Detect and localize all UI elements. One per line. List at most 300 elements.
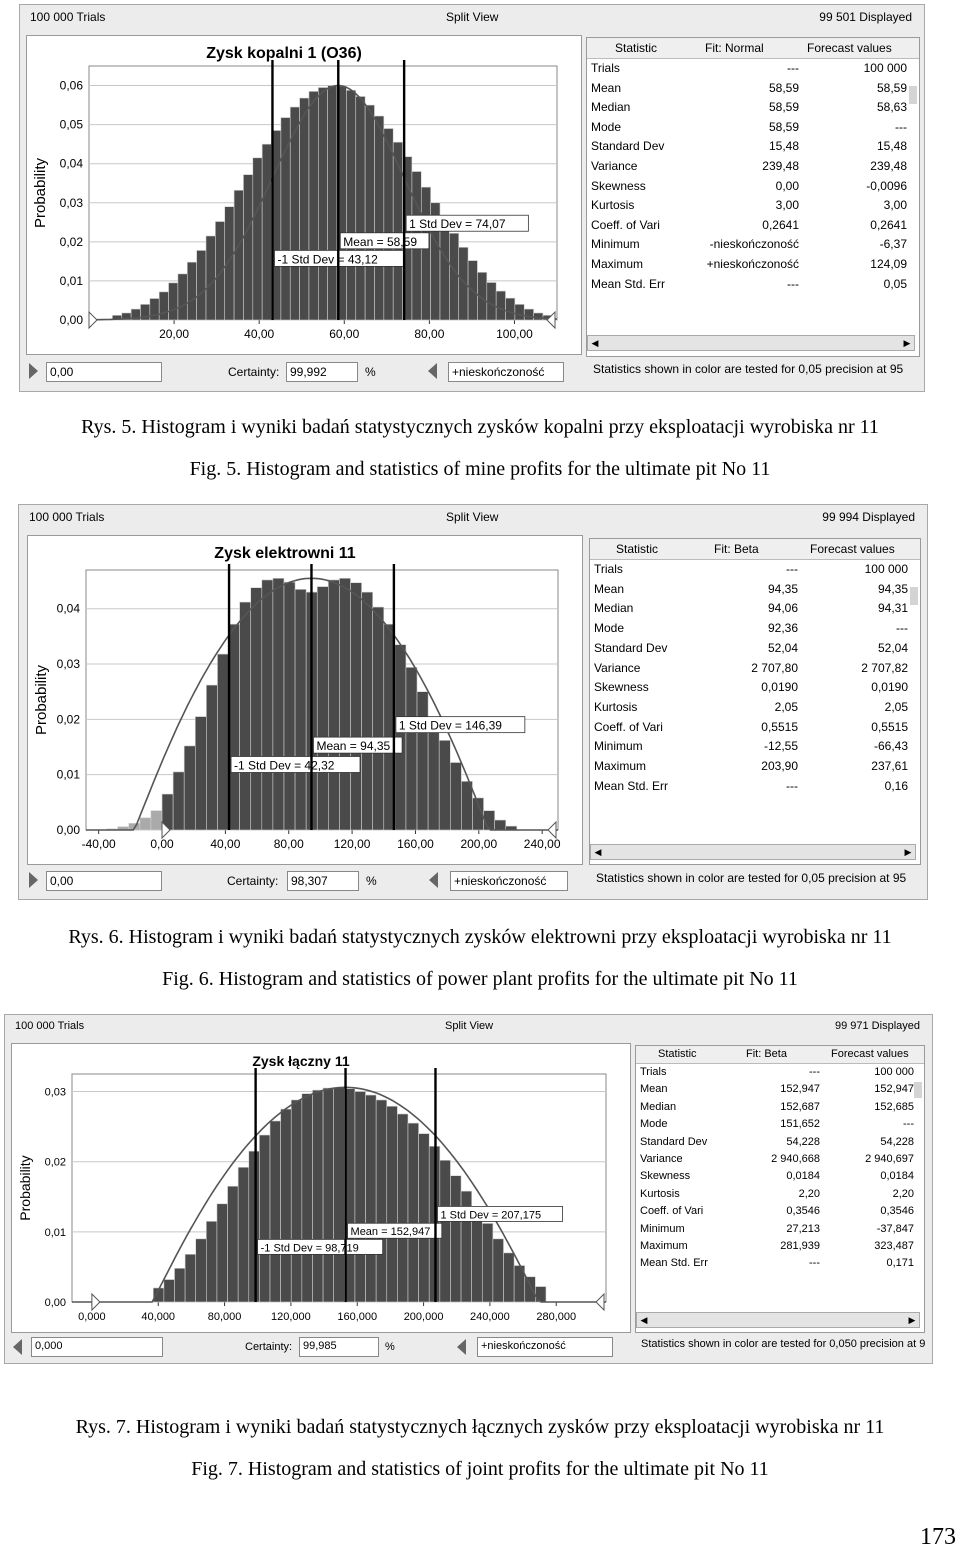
view-mode[interactable]: Split View xyxy=(445,1020,494,1032)
forecast-value: --- xyxy=(896,621,908,636)
col-forecast[interactable]: Forecast values xyxy=(831,1048,909,1060)
stat-name: Skewness xyxy=(594,680,649,695)
table-row xyxy=(587,119,919,139)
right-grabber-icon[interactable] xyxy=(428,363,437,379)
x-tick-label: 100,00 xyxy=(496,327,533,341)
forecast-value: --- xyxy=(903,1118,914,1131)
certainty-input[interactable]: 98,307 xyxy=(287,871,359,891)
col-statistic[interactable]: Statistic xyxy=(616,542,659,556)
x-tick-label: 120,000 xyxy=(271,1311,311,1323)
x-tick-label: 240,00 xyxy=(523,837,561,851)
fit-value: 152,687 xyxy=(780,1100,820,1113)
histogram-bar xyxy=(524,309,533,320)
histogram-bar xyxy=(249,1151,260,1302)
fit-value: 27,213 xyxy=(786,1222,820,1235)
histogram-bar xyxy=(387,1106,398,1302)
right-bound-input[interactable]: +nieskończoność xyxy=(477,1337,613,1357)
forecast-value: 94,35 xyxy=(877,581,908,596)
x-tick-label: 120,00 xyxy=(333,837,371,851)
fit-value: --- xyxy=(809,1257,820,1270)
histogram-bar xyxy=(439,740,450,830)
histogram-bar xyxy=(206,1221,217,1302)
table-row xyxy=(590,699,920,719)
histogram-bar xyxy=(300,98,309,320)
left-grabber-icon[interactable] xyxy=(29,363,38,379)
table-row xyxy=(636,1100,924,1117)
histogram-bar xyxy=(384,129,393,320)
table-row xyxy=(636,1204,924,1221)
marker-label: -1 Std Dev = 98,719 xyxy=(260,1242,359,1255)
forecast-value: 0,2641 xyxy=(870,217,907,232)
histogram-bar xyxy=(440,218,449,320)
fit-value: 58,59 xyxy=(768,80,799,95)
histogram-bar xyxy=(376,1100,387,1302)
forecast-value: 152,685 xyxy=(874,1100,914,1113)
forecast-value: 2 707,82 xyxy=(861,660,908,675)
table-row xyxy=(587,158,919,178)
histogram-bar xyxy=(459,247,468,320)
x-tick-label: 80,00 xyxy=(414,327,445,341)
table-row xyxy=(590,581,920,601)
fit-value: 58,59 xyxy=(768,119,799,134)
fit-value: --- xyxy=(809,1066,820,1078)
x-tick-label: 200,00 xyxy=(460,837,498,851)
left-grabber-icon[interactable] xyxy=(13,1339,22,1355)
table-row xyxy=(590,660,920,680)
scroll-left-icon[interactable]: ◀ xyxy=(591,338,599,348)
panel-titlebar xyxy=(20,5,924,29)
histogram-bar xyxy=(206,236,215,320)
table-row xyxy=(636,1187,924,1204)
forecast-value: 0,3546 xyxy=(880,1205,914,1218)
stat-name: Skewness xyxy=(640,1170,691,1183)
col-statistic[interactable]: Statistic xyxy=(658,1048,697,1060)
forecast-value: 0,171 xyxy=(886,1257,914,1270)
left-bound-input[interactable]: 0,00 xyxy=(46,871,162,891)
table-row xyxy=(590,738,920,758)
chart-title: Zysk kopalni 1 (O36) xyxy=(206,45,362,62)
col-statistic[interactable]: Statistic xyxy=(615,41,658,55)
fit-value: -nieskończoność xyxy=(709,237,799,252)
forecast-value: 2 940,697 xyxy=(865,1153,914,1165)
histogram-bar xyxy=(525,1277,536,1302)
left-grabber-icon[interactable] xyxy=(29,872,38,888)
histogram-bar xyxy=(140,818,151,830)
fit-value: 94,06 xyxy=(767,601,798,616)
histogram-bar xyxy=(187,262,196,320)
marker-label: Mean = 58,59 xyxy=(343,234,418,249)
table-row xyxy=(590,600,920,620)
forecast-value: 100 000 xyxy=(874,1066,914,1078)
stat-name: Minimum xyxy=(591,237,640,252)
caption-fig7: Fig. 7. Histogram and statistics of joint profits for the ultimate pit No 11 xyxy=(191,1458,769,1480)
forecast-value: 0,16 xyxy=(884,778,908,793)
forecast-value: 52,04 xyxy=(877,640,908,655)
histogram-bar xyxy=(328,86,337,320)
histogram-bar xyxy=(365,105,374,320)
histogram-bar xyxy=(273,578,284,830)
marker-label: -1 Std Dev = 42,32 xyxy=(234,758,335,773)
stat-name: Kurtosis xyxy=(594,699,638,714)
table-row xyxy=(590,679,920,699)
scroll-left-icon[interactable]: ◀ xyxy=(594,847,602,857)
histogram-bar xyxy=(346,90,355,320)
histogram-bar xyxy=(173,772,184,830)
col-fit[interactable]: Fit: Beta xyxy=(714,542,759,556)
scroll-right-icon[interactable]: ▶ xyxy=(908,1315,916,1325)
table-row xyxy=(590,640,920,660)
table-hscroll[interactable] xyxy=(636,1312,920,1328)
certainty-label: Certainty: xyxy=(228,365,280,379)
marker-label: 1 Std Dev = 207,175 xyxy=(440,1209,542,1222)
y-tick-label: 0,01 xyxy=(56,767,80,782)
forecast-value: 0,05 xyxy=(883,276,907,291)
histogram-bar xyxy=(417,692,428,830)
fit-value: 92,36 xyxy=(767,621,798,636)
stat-name: Mean xyxy=(640,1083,668,1096)
histogram-bar xyxy=(169,283,178,320)
caption-rys5: Rys. 5. Histogram i wyniki badań statystycznych zysków kopalni przy eksploatacji wyrobiska nr 11 xyxy=(81,416,879,438)
histogram-bar xyxy=(312,1090,323,1302)
y-tick-label: 0,00 xyxy=(56,823,80,837)
page-number: 173 xyxy=(920,1524,956,1550)
table-header xyxy=(590,539,920,560)
col-forecast[interactable]: Forecast values xyxy=(810,542,895,556)
right-bound-input[interactable]: +nieskończoność xyxy=(448,362,564,382)
statistics-table xyxy=(635,1045,925,1333)
fit-value: 94,35 xyxy=(767,581,798,596)
fit-value: 54,228 xyxy=(786,1135,820,1148)
stat-name: Mean Std. Err xyxy=(594,778,669,793)
stat-name: Coeff. of Vari xyxy=(594,719,663,734)
fit-value: 0,3546 xyxy=(786,1205,820,1218)
y-axis-label: Probability xyxy=(32,157,49,229)
table-row xyxy=(587,256,919,276)
histogram-bar xyxy=(259,1135,270,1302)
fit-value: --- xyxy=(787,61,799,75)
table-row xyxy=(587,217,919,237)
panel-titlebar xyxy=(19,505,927,529)
stat-name: Kurtosis xyxy=(640,1187,680,1200)
x-tick-label: 20,00 xyxy=(159,327,190,341)
histogram-bar xyxy=(421,187,430,320)
stat-name: Maximum xyxy=(640,1240,688,1252)
y-tick-label: 0,03 xyxy=(56,657,80,672)
fit-value: 281,939 xyxy=(780,1240,820,1252)
table-row xyxy=(587,138,919,158)
fit-value: 2 940,668 xyxy=(771,1153,820,1165)
caption-rys6: Rys. 6. Histogram i wyniki badań statystycznych zysków elektrowni przy eksploatacji wyrobiska nr 11 xyxy=(68,926,892,948)
displayed-count: 99 971 Displayed xyxy=(834,1020,920,1032)
histogram-bar xyxy=(197,250,206,320)
forecast-value: 0,5515 xyxy=(871,719,908,734)
histogram-chart xyxy=(11,1043,631,1333)
fit-value: 203,90 xyxy=(761,759,798,773)
marker-label: Mean = 152,947 xyxy=(350,1226,431,1239)
histogram-bar xyxy=(406,667,417,830)
marker-label: Mean = 94,35 xyxy=(316,739,391,754)
stat-name: Trials xyxy=(591,61,620,75)
statistics-table xyxy=(589,538,921,865)
y-tick-label: 0,02 xyxy=(56,712,80,727)
stat-name: Mean Std. Err xyxy=(591,276,666,291)
histogram-bar xyxy=(374,116,383,320)
forecast-value: 152,947 xyxy=(874,1083,914,1096)
stat-name: Median xyxy=(591,100,631,115)
table-hscroll[interactable] xyxy=(587,335,915,351)
stat-name: Mean xyxy=(594,581,625,596)
x-tick-label: 60,00 xyxy=(329,327,360,341)
fit-value: 0,0190 xyxy=(761,680,798,695)
forecast-value: 0,0190 xyxy=(871,680,908,695)
y-tick-label: 0,06 xyxy=(59,78,83,93)
table-row xyxy=(636,1082,924,1099)
stat-name: Coeff. of Vari xyxy=(640,1205,704,1218)
fit-value: 151,652 xyxy=(780,1118,820,1131)
table-header xyxy=(636,1046,924,1064)
certainty-label: Certainty: xyxy=(245,1341,293,1353)
x-tick-label: 80,00 xyxy=(273,837,304,851)
histogram-chart xyxy=(26,35,582,355)
caption-fig6: Fig. 6. Histogram and statistics of power plant profits for the ultimate pit No 11 xyxy=(162,968,798,990)
forecast-value: -6,37 xyxy=(879,237,907,252)
x-tick-label: 160,00 xyxy=(397,837,434,851)
stat-name: Standard Dev xyxy=(640,1135,708,1148)
histogram-bar xyxy=(496,291,505,320)
caption-rys7: Rys. 7. Histogram i wyniki badań statystycznych łącznych zysków przy eksploatacji wyrobiska nr 11 xyxy=(75,1416,885,1438)
forecast-value: 239,48 xyxy=(870,159,907,173)
table-hscroll[interactable] xyxy=(590,844,916,860)
stat-name: Mode xyxy=(591,119,622,134)
table-vscroll[interactable] xyxy=(909,86,917,104)
histogram-bar xyxy=(366,1095,377,1302)
histogram-bar xyxy=(461,781,472,830)
view-mode[interactable]: Split View xyxy=(446,510,499,524)
x-tick-label: 280,000 xyxy=(536,1311,577,1323)
left-bound-input[interactable]: 0,00 xyxy=(46,362,162,382)
col-fit[interactable]: Fit: Beta xyxy=(746,1048,787,1060)
fit-value: 0,2641 xyxy=(762,217,799,232)
histogram-bar xyxy=(355,1092,366,1302)
forecast-value: 2,05 xyxy=(884,699,908,714)
scroll-left-icon[interactable]: ◀ xyxy=(640,1315,648,1325)
certainty-input[interactable]: 99,992 xyxy=(286,362,358,382)
percent-sign: % xyxy=(366,874,377,888)
table-row xyxy=(636,1256,924,1273)
histogram-bar xyxy=(393,142,402,320)
forecast-value: 58,63 xyxy=(876,100,907,115)
histogram-bar xyxy=(408,1123,419,1302)
histogram-bar xyxy=(225,207,234,320)
percent-sign: % xyxy=(385,1341,395,1353)
right-grabber-icon[interactable] xyxy=(429,872,438,888)
histogram-bar xyxy=(317,587,328,830)
histogram-bar xyxy=(234,190,243,320)
view-mode[interactable]: Split View xyxy=(446,10,499,24)
histogram-bar xyxy=(150,299,159,320)
forecast-value: -66,43 xyxy=(873,739,908,754)
histogram-bar xyxy=(196,1239,207,1302)
histogram-bar xyxy=(428,717,439,830)
certainty-input[interactable]: 99,985 xyxy=(299,1337,379,1357)
y-tick-label: 0,05 xyxy=(59,117,83,132)
table-row xyxy=(587,276,919,296)
histogram-bar xyxy=(270,1121,281,1302)
fit-value: 15,48 xyxy=(768,139,799,154)
histogram-bar xyxy=(262,580,273,830)
table-row xyxy=(590,620,920,640)
table-row xyxy=(587,99,919,119)
forecast-value: 54,228 xyxy=(880,1135,914,1148)
forecast-value: 58,59 xyxy=(876,80,907,95)
x-tick-label: 40,00 xyxy=(244,327,275,341)
table-row xyxy=(587,80,919,100)
right-bound-input[interactable]: +nieskończoność xyxy=(450,871,568,891)
histogram-bar xyxy=(482,1223,493,1302)
histogram-bar xyxy=(151,811,162,830)
precision-note: Statistics shown in color are tested for 0,05 precision at 95 xyxy=(593,362,904,376)
table-vscroll[interactable] xyxy=(910,587,918,605)
precision-note: Statistics shown in color are tested for 0,05 precision at 95 xyxy=(596,871,907,885)
fit-value: --- xyxy=(787,276,799,291)
histogram-bar xyxy=(228,1186,239,1302)
histogram-bar xyxy=(164,1280,175,1302)
forecast-value: 100 000 xyxy=(864,562,908,576)
histogram-bar xyxy=(351,583,362,830)
table-vscroll[interactable] xyxy=(914,1082,922,1098)
panel-titlebar xyxy=(5,1015,932,1039)
histogram-bar xyxy=(291,1100,302,1302)
stat-name: Median xyxy=(594,601,634,616)
histogram-bar xyxy=(449,233,458,320)
histogram-bar xyxy=(184,746,195,830)
forecast-value: 237,61 xyxy=(871,759,908,773)
stat-name: Maximum xyxy=(594,759,647,773)
stat-name: Mean xyxy=(591,80,622,95)
table-row xyxy=(590,758,920,778)
chart-svg xyxy=(27,36,581,354)
stat-name: Minimum xyxy=(640,1222,685,1235)
table-row xyxy=(587,197,919,217)
y-tick-label: 0,01 xyxy=(59,273,83,288)
table-row xyxy=(636,1152,924,1169)
statistics-table xyxy=(586,37,920,357)
histogram-bar xyxy=(309,91,318,320)
histogram-bar xyxy=(240,602,251,830)
scroll-right-icon[interactable]: ▶ xyxy=(903,338,911,348)
histogram-bar xyxy=(251,588,262,830)
caption-fig5: Fig. 5. Histogram and statistics of mine profits for the ultimate pit No 11 xyxy=(189,458,771,480)
fit-value: 2,20 xyxy=(798,1187,820,1200)
scroll-right-icon[interactable]: ▶ xyxy=(904,847,912,857)
histogram-bar xyxy=(262,144,271,320)
histogram-bar xyxy=(195,717,206,830)
table-row xyxy=(590,719,920,739)
stat-name: Maximum xyxy=(591,257,644,271)
col-forecast[interactable]: Forecast values xyxy=(807,41,892,55)
table-row xyxy=(590,778,920,798)
histogram-bar xyxy=(450,1176,461,1302)
trials-count: 100 000 Trials xyxy=(15,1020,85,1032)
trials-count: 100 000 Trials xyxy=(29,510,105,524)
x-tick-label: 0,00 xyxy=(150,837,174,851)
table-row xyxy=(636,1135,924,1152)
y-tick-label: 0,01 xyxy=(44,1226,66,1239)
table-row xyxy=(587,60,919,80)
histogram-bar xyxy=(504,1253,515,1302)
histogram-bar xyxy=(253,158,262,320)
y-tick-label: 0,03 xyxy=(59,195,83,210)
histogram-bar xyxy=(178,274,187,320)
forecast-value: 100 000 xyxy=(863,61,907,75)
histogram-bar xyxy=(215,222,224,320)
stat-name: Mode xyxy=(640,1118,668,1131)
fit-value: 0,5515 xyxy=(761,719,798,734)
table-row xyxy=(587,236,919,256)
stat-name: Kurtosis xyxy=(591,198,635,213)
table-row xyxy=(590,561,920,581)
histogram-bar xyxy=(515,304,524,320)
histogram-bar xyxy=(506,298,515,320)
table-row xyxy=(636,1239,924,1256)
histogram-bar xyxy=(284,582,295,830)
x-tick-label: -40,00 xyxy=(81,837,116,851)
histogram-bar xyxy=(356,96,365,320)
forecast-panel-3 xyxy=(4,1014,933,1364)
fit-value: 152,947 xyxy=(780,1083,820,1096)
col-fit[interactable]: Fit: Normal xyxy=(705,41,764,55)
fit-value: 0,0184 xyxy=(786,1170,820,1183)
forecast-value: 124,09 xyxy=(870,257,907,271)
histogram-bar xyxy=(318,87,327,320)
histogram-chart xyxy=(27,535,583,865)
histogram-bar xyxy=(185,1254,196,1302)
y-tick-label: 0,03 xyxy=(44,1086,66,1099)
displayed-count: 99 501 Displayed xyxy=(819,10,912,24)
y-tick-label: 0,04 xyxy=(56,601,80,616)
histogram-bar xyxy=(217,1204,228,1302)
forecast-value: 15,48 xyxy=(876,139,907,154)
y-tick-label: 0,02 xyxy=(44,1156,66,1169)
right-grabber-icon[interactable] xyxy=(457,1339,466,1355)
x-tick-label: 0,000 xyxy=(78,1311,106,1323)
fit-value: 2,05 xyxy=(774,699,798,714)
fit-value: -12,55 xyxy=(763,739,798,754)
histogram-bar xyxy=(397,1114,408,1302)
histogram-bar xyxy=(495,820,506,830)
certainty-label: Certainty: xyxy=(227,874,279,888)
table-row xyxy=(636,1065,924,1082)
histogram-bar xyxy=(450,763,461,830)
y-axis-label: Probability xyxy=(17,1155,33,1221)
histogram-bar xyxy=(339,578,350,830)
forecast-value: -37,847 xyxy=(876,1222,914,1235)
forecast-value: 2,20 xyxy=(892,1187,914,1200)
x-tick-label: 200,000 xyxy=(403,1311,444,1323)
stat-name: Variance xyxy=(594,660,641,675)
left-bound-input[interactable]: 0,000 xyxy=(31,1337,163,1357)
histogram-bar xyxy=(217,654,228,830)
histogram-bar xyxy=(295,589,306,830)
marker-label: 1 Std Dev = 74,07 xyxy=(409,217,506,232)
histogram-bar xyxy=(493,1239,504,1302)
histogram-bar xyxy=(328,580,339,830)
x-tick-label: 40,00 xyxy=(210,837,241,851)
histogram-bar xyxy=(373,607,384,830)
stat-name: Coeff. of Vari xyxy=(591,217,660,232)
forecast-value: 94,31 xyxy=(877,601,908,616)
y-tick-label: 0,00 xyxy=(59,313,83,327)
